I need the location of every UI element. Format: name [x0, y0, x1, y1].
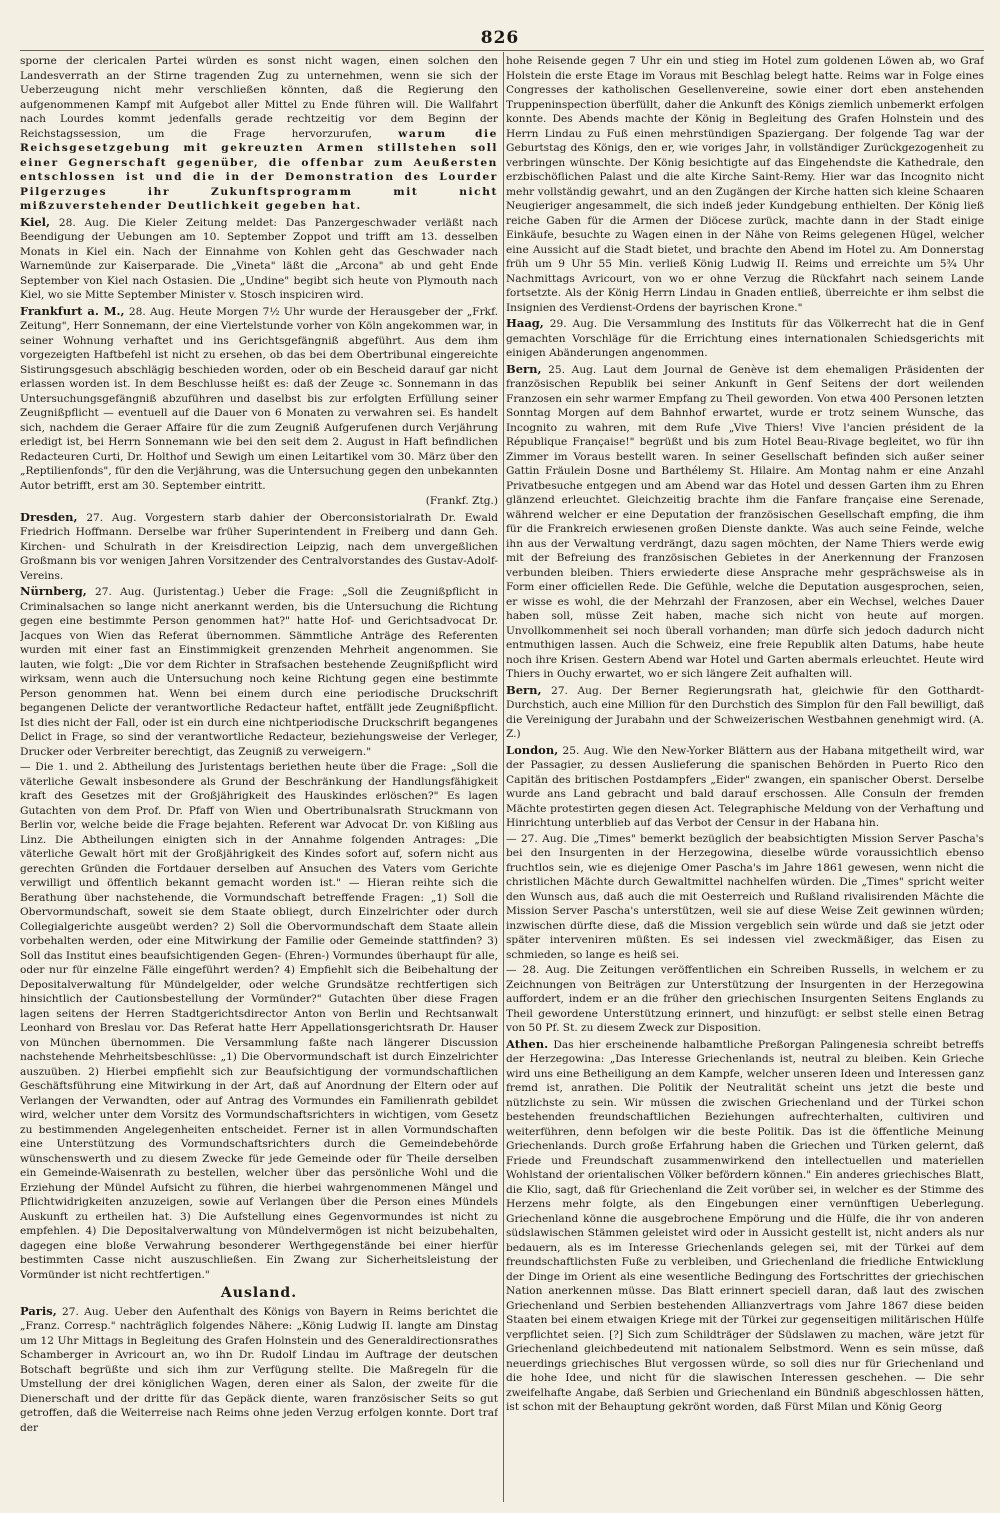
article-london: [506, 743, 984, 831]
article-frankfurt: [20, 304, 498, 494]
header-rule: [20, 50, 984, 51]
dateline-london: London,: [506, 742, 559, 757]
column-rule: [503, 52, 504, 1502]
text: 27. Aug. Ueber den Aufenthalt des Königs von Bayern in Reims berichtet die „Franz. Corresp." nachträglich folgendes Nähere: „König Ludwig II. langte am Dinstag um 12 Uhr Mittags in Begleitung des Grafen Holnstein und des Generaldirectionsrathes Schamberger in Avricourt an, wo ihn Dr. Rudolf Lindau im Auftrage der deutschen Botschaft begrüßte und sich ihm zur Verfügung stellte. Die Maßregeln für die Umstellung der drei königlichen Wagen, deren einer als Salon, der zweite für die Dienerschaft und der dritte für das Gepäck diente, waren französischer Seits so gut getroffen, daß die Weiterreise nach Reims ohne jeden Verzug erfolgen konnte. Dort traf der: [20, 1305, 498, 1434]
article-london-3: — 28. Aug. Die Zeitungen veröffentlichen ein Schreiben Russells, in welchem er zu Zeichnungen von Beiträgen zur Unterstützung der Insurgenten in der Herzegowina auffordert, indem er an die früher den griechischen Insurgenten Seitens Englands zu Theil gewordene Unterstützung erinnert, und hinzufügt: er selbst stelle einen Betrag von 50 Pf. St. zu diesem Zweck zur Disposition.: [506, 964, 984, 1034]
paragraph-lourdes: [20, 54, 498, 214]
dateline-kiel: Kiel,: [20, 214, 51, 229]
text: 25. Aug. Wie den New-Yorker Blättern aus der Habana mitgetheilt wird, war der Passagier, zu dessen Auslieferung die spanischen Behörden in Puerto Rico den Capitän des britischen Postdampfers „Eider" zwangen, ein spanischer Oberst. Derselbe wurde ans Land gebracht und bald darauf erschossen. Alle Consuln der fremden Mächte protestirten gegen diesen Act. Telegraphische Meldung von der Verhaftung und Hinrichtung unterblieb auf das Verbot der Censur in der Habana hin.: [506, 744, 984, 829]
article-bern-2: [506, 683, 984, 742]
article-bern: [506, 362, 984, 682]
text: Das hier erscheinende halbamtliche Preßorgan Palingenesia schreibt betreffs der Herzegowina: „Das Interesse Griechenlands ist, neutral zu bleiben. Kein Grieche wird uns eine Betheiligung an dem Kampfe, welcher unseren Ideen und Interessen ganz fremd ist, anrathen. Die Politik der Neutralität scheint uns jetzt die beste und nützlichste zu sein. Wir müssen die zwischen Griechenland und der Türkei schon bestehenden freundschaftlichen Beziehungen aufrechterhalten, cultiviren und weiterführen, denn befolgen wir die beste Politik. Das ist die öffentliche Meinung Griechenlands. Durch große Erfahrung haben die Griechen und Türken gelernt, daß Friede und Freundschaft zusammenwirkend den intellectuellen und materiellen Wohlstand der orientalischen Völker befördern können." Ein anderes griechisches Blatt, die Klio, sagt, daß für Griechenland die Zeit vorüber sei, in welcher es der Stimme des Herzens mehr folgte, als den Eingebungen einer vernünftigen Ueberlegung. Griechenland könne die ausgebrochene Empörung und die Hülfe, die ihr von anderen südslawischen Stämmen geleistet wird oder in Aussicht gestellt ist, nicht anders als nur bedauern, als es im Interesse Griechenlands gelegen sei, mit der Türkei auf dem freundschaftlichsten Fuße zu verbleiben, und Griechenland die friedliche Entwicklung der Dinge im Orient als eine wesentliche Bedingung des Fortschrittes der griechischen Nation anerkennen müsse. Das Blatt erinnert speciell daran, daß laut des zwischen Griechenland und Serbien bestehenden Allianzvertrags vom Jahre 1867 diese beiden Staaten bei einem etwaigen Kriege mit der Türkei zur gegenseitigen militärischen Hülfe verpflichtet seien. [?] Sich zum Schildträger der Südslawen zu machen, wäre jetzt für Griechenland gleichbedeutend mit nationalem Selbstmord. Wenn es sein müsse, daß neuerdings griechisches Blut vergossen würde, so soll dies nur für Griechenland und die hohe Idee, und nicht für die slawischen Interessen geschehen. — Die sehr zweifelhafte Angabe, daß Serbien und Griechenland ein Bündniß abgeschlossen hätten, ist schon mit der Behauptung gekrönt worden, daß Fürst Milan und König Georg: [506, 1038, 984, 1413]
text: 28. Aug. Heute Morgen 7½ Uhr wurde der Herausgeber der „Frkf. Zeitung", Herr Sonnemann, der eine Viertelstunde vorher von Köln angekommen war, in seiner Wohnung verhaftet und ins Gerichtsgefängniß abgeführt. Aus dem ihm vorgezeigten Haftbefehl ist nicht zu ersehen, ob das bei dem Obertribunal eingereichte Sistirungsgesuch abschlägig beschieden worden, oder ob ein Bescheid darauf gar nicht erlassen worden ist. In dem Beschlusse heißt es: daß der Zeuge ꝛc. Sonnemann in das Untersuchungsgefängniß abzuführen und daselbst bis zur erfolgten Erfüllung seiner Zeugnißpflicht — eventuell auf die Dauer von 6 Monaten zu verwahren sei. Es handelt sich, nachdem die Geraer Affaire für die zum Zeugniß Aufgerufenen durch Verjährung erledigt ist, bei Herrn Sonnemann wie bei den seit dem 2. August in Haft befindlichen Redacteuren Curti, Dr. Holthof und Sewigh um einen Leitartikel vom 30. März über den „Reptilienfonds", für den die Verjährung, was die Untersuchung gegen den unbekannten Autor betrifft, erst am 30. September eintritt.: [20, 305, 498, 492]
dateline-haag: Haag,: [506, 316, 544, 330]
text: 27. Aug. Der Berner Regierungsrath hat, gleichwie für den Gotthardt-Durchstich, auch eine Million für den Durchstich des Simplon für den Fall bewilligt, daß die Vereinigung der Jurabahn und der Schweizerischen Westbahnen genehmigt wird. (A. Z.): [506, 684, 984, 740]
text: 27. Aug. Vorgestern starb dahier der Oberconsistorialrath Dr. Ewald Friedrich Hoffmann. Derselbe war früher Superintendent in Freiberg und dann Geh. Kirchen- und Schulrath in der Kreisdirection Leipzig, nach dem unvergeßlichen Großmann bis vor wenigen Jahren Vorsitzender des Centralvorstandes des Gustav-Adolf-Vereins.: [20, 511, 498, 582]
text: 29. Aug. Die Versammlung des Instituts für das Völkerrecht hat die in Genf gemachten Vorschläge für die Errichtung eines internationalen Schiedsgerichts mit einigen Abänderungen angenommen.: [506, 318, 984, 359]
dateline-paris: Paris,: [20, 1303, 57, 1318]
article-haag: [506, 316, 984, 361]
right-column: [506, 54, 984, 1502]
dateline-bern: Bern,: [506, 361, 542, 376]
left-column: [20, 54, 498, 1502]
dateline-frankfurt: Frankfurt a. M.,: [20, 303, 125, 318]
text: sporne der clericalen Partei würden es sonst nicht wagen, einen solchen den Landesverrath an der Stirne tragenden Zug zu unternehmen, wenn sie sich der Ueberzeugung nicht mehr verschließen könnten, daß die Regierung den aufgenommenen Kampf mit Aufgebot aller Mittel zu Ende führen will. Die Wallfahrt nach Lourdes kommt jedenfalls gerade rechtzeitig vor dem Beginn der Reichstagssession, um die Frage hervorzurufen,: [20, 55, 498, 140]
article-nuernberg: [20, 584, 498, 759]
source-frankfurt: (Frankf. Ztg.): [425, 495, 498, 507]
dateline-nuernberg: Nürnberg,: [20, 584, 87, 598]
text: 27. Aug. (Juristentag.) Ueber die Frage: „Soll die Zeugnißpflicht in Criminalsachen so lange nicht anerkannt werden, bis die Untersuchung die Richtung gegen eine bestimmte Person genommen hat?" hatte Hof- und Gerichtsadvocat Dr. Jacques von Wien das Referat übernommen. Sämmtliche Anträge des Referenten wurden mit einer fast an Einstimmigkeit grenzenden Mehrheit angenommen. Sie lauten, wie folgt: „Die vor dem Richter in Strafsachen bestehende Zeugnißpflicht wird wirksam, wenn auch die Untersuchung noch keine Richtung gegen eine bestimmte Person genommen hat. Wenn bei einem durch eine periodische Druckschrift begangenen Delicte der verantwortliche Redacteur haftet, entfällt jede Zeugnißpflicht. Ist dies nicht der Fall, oder ist ein durch eine nichtperiodische Druckschrift begangenes Delict in Frage, so sind der verantwortliche Redacteur, beziehungsweise der Verleger, Drucker oder Verbreiter berechtigt, das Zeugniß zu verweigern.": [20, 586, 498, 758]
article-athen: [506, 1037, 984, 1415]
article-paris: [20, 1304, 498, 1436]
article-london-2: — 27. Aug. Die „Times" bemerkt bezüglich der beabsichtigten Mission Server Pascha's bei den Insurgenten in der Herzegowina, dieselbe würde voraussichtlich ebenso fruchtlos sein, wie es diejenige Omer Pascha's im Jahre 1861 gewesen, wenn nicht die christlichen Mächte durch Gewaltmittel nachhelfen würden. Die „Times" spricht weiter den Wunsch aus, daß auch die mit Oesterreich und Rußland rivalisirenden Mächte die Mission Server Pascha's unterstützen, weil sie auf diese Weise Zeit gewinnen würden; inzwischen dürfte diese, daß die Mission vergeblich sein würde und daß sie jetzt oder später interveniren müßten. Es sei indessen viel zweckmäßiger, das Eisen zu schmieden, so lange es heiß sei.: [506, 832, 984, 961]
dateline-dresden: Dresden,: [20, 509, 78, 524]
section-heading-ausland: Ausland.: [220, 1285, 298, 1301]
page-number: 826: [480, 28, 520, 48]
dateline-bern-2: Bern,: [506, 682, 542, 697]
article-dresden: [20, 510, 498, 584]
text: 25. Aug. Laut dem Journal de Genève ist dem ehemaligen Präsidenten der französischen Republik bei seiner Ankunft in Genf Seitens der dort weilenden Franzosen ein sehr warmer Empfang zu Theil geworden. Von etwa 400 Personen letzten Sonntag Morgen auf dem Bahnhof erwartet, wurde er trotz seinem Wunsche, das Incognito zu wahren, mit dem Rufe „Vive Thiers! Vive l'ancien président de la République Française!" begrüßt und bis zum Hotel Beau-Rivage begleitet, wo für ihn Zimmer im Voraus bestellt waren. In seiner Gesellschaft befinden sich außer seiner Gattin Fräulein Dosne und Barthélemy St. Hilaire. Am Montag nahm er eine Anzahl Privatbesuche entgegen und am Abend war das Hotel und dessen Garten ihm zu Ehren glänzend erleuchtet. Gleichzeitig brachte ihm die Fanfare française eine Serenade, während welcher er eine Deputation der französischen Gesellschaft empfing, die ihm für die Frankreich erwiesenen großen Dienste dankte. Was auch seine Feinde, welche ihn aus der Verwaltung verdrängt, dazu sagen möchten, der Name Thiers werde ewig mit der Befreiung des französischen Gebietes in der Anerkennung der Franzosen verbunden bleiben. Thiers erwiederte diese Ansprache mehr gesprächsweise als in Form einer officiellen Rede. Die Gefühle, welche die Deputation ausgesprochen, seien, er wisse es wohl, die der Mehrzahl der Franzosen, aber ein Wechsel, welches Dauer haben soll, müsse Zeit haben, mache sich nicht von heute auf morgen. Unvollkommenheit sei noch überall vorhanden; man dürfe sich jedoch dadurch nicht entmuthigen lassen. Auch die Schweiz, eine freie Republik alten Datums, habe heute noch ihre Krisen. Gestern Abend war Hotel und Garten abermals erleuchtet. Heute wird Thiers in Ouchy erwartet, wo er sich längere Zeit aufhalten will.: [506, 363, 984, 680]
article-paris-continued: hohe Reisende gegen 7 Uhr ein und stieg im Hotel zum goldenen Löwen ab, wo Graf Holstein die erste Etage im Voraus mit Beschlag belegt hatte. Reims war in Folge eines Congresses der katholischen Gesellenvereine, sowie einer dort eben anstehenden Truppeninspection überfüllt, daher die Ankunft des Königs ziemlich unbemerkt erfolgen konnte. Des Abends machte der König in Begleitung des Grafen Holnstein und des Herrn Lindau zu Fuß einen mehrstündigen Spaziergang. Der folgende Tag war der Geburtstag des Königs, den er, wie voriges Jahr, in vollständiger Zurückgezogenheit zu verbringen wünschte. Der König besichtigte auf das Eingehendste die Kathedrale, den erzbischöflichen Palast und die alte Kirche Saint-Remy. Hier war das Incognito nicht mehr vollständig gewahrt, und an den Zugängen der Kirche hatten sich kleine Schaaren Neugieriger angesammelt, die sich indeß jeder Kundgebung enthielten. Der König ließ reiche Gaben für die Armen der Diöcese zurück, machte dann in der Stadt einige Einkäufe, besuchte zu Wagen einen in der Nähe von Reims gelegenen Hügel, welcher eine Aussicht auf die Stadt bietet, und brachte den Abend im Hotel zu. Am Donnerstag früh um 9 Uhr 55 Min. verließ König Ludwig II. Reims und erreichte um 5¾ Uhr Nachmittags Avricourt, von wo er ohne Verzug die Rückfahrt nach seinem Lande fortsetzte. Als der König Herrn Lindau in Gnaden entließ, überreichte er ihm selbst die Insignien des Verdienst-Ordens der bayrischen Krone.": [506, 55, 984, 314]
article-kiel: [20, 215, 498, 303]
article-nuernberg-2: — Die 1. und 2. Abtheilung des Juristentags beriethen heute über die Frage: „Soll die väterliche Gewalt insbesondere als Grund der Beschränkung der Handlungsfähigkeit kraft des Gesetzes mit der Großjährigkeit des Hauskindes erlöschen?" Es lagen Gutachten von dem Prof. Dr. Pfaff von Wien und Obertribunalsrath Struckmann von Berlin vor, welche beide die Frage bejahten. Referent war Advocat Dr. von Kißling aus Linz. Die Abtheilungen einigten sich in der Annahme folgenden Antrages: „Die väterliche Gewalt hört mit der Großjährigkeit des Kindes sofort auf, sofern nicht aus gerechten Gründen die Fortdauer derselben auf Ansuchen des Vaters vom Gerichte verwilligt und öffentlich bekannt gemacht worden ist." — Hieran reihte sich die Berathung über nachstehende, die Vormundschaft betreffende Fragen: „1) Soll die Obervormundschaft, soweit sie dem Staate obliegt, durch Einzelrichter oder durch Collegialgerichte ausgeübt werden? 2) Soll die Obervormundschaft dem Staate allein vorbehalten werden, oder eine Mitwirkung der Familie oder Gemeinde stattfinden? 3) Soll das Institut eines beaufsichtigenden Gegen- (Ehren-) Vormundes überhaupt für alle, oder nur für einzelne Fälle eingeführt werden? 4) Empfiehlt sich die Beibehaltung der Depositalverwaltung für Mündelgelder, oder welche Grundsätze rechtfertigen sich hinsichtlich der Cautionsbestellung der Vormünder?" Gutachten über diese Fragen lagen seitens der Herren Stadtgerichtsdirector Anton von Berlin und Rechtsanwalt Leonhard von Breslau vor. Das Referat hatte Herr Appellationsgerichtsrath Dr. Hauser von München übernommen. Die Versammlung faßte nach längerer Discussion nachstehende Mehrheitsbeschlüsse: „1) Die Obervormundschaft ist durch Einzelrichter auszuüben. 2) Hierbei empfiehlt sich zur Beaufsichtigung der vormundschaftlichen Geschäftsführung eine Mitwirkung in der Art, daß auf Anordnung der Eltern oder auf Verlangen der Verwandten, oder auf Antrag des Vormundes ein Familienrath gebildet wird, welcher unter dem Vorsitz des Vormundschaftsrichters in wichtigen, vom Gesetz zu bestimmenden Angelegenheiten entscheidet. Ferner ist in allen Vormundschaften eine Unterstützung des Vormundschaftsrichters durch die Gemeindebehörde wünschenswerth und zu diesem Zwecke für jede Gemeinde oder für Theile derselben ein Gemeinde-Waisenrath zu bestellen, welcher über das persönliche Wohl und die Erziehung der Mündel Aufsicht zu führen, die hierbei wahrgenommenen Mängel und Pflichtwidrigkeiten anzuzeigen, sowie auf Verlangen über die Person eines Mündels Auskunft zu ertheilen hat. 3) Die Aufstellung eines Gegenvormundes ist nicht zu empfehlen. 4) Die Depositalverwaltung von Mündelvermögen ist nicht beizubehalten, dagegen eine bloße Verwahrung besonderer Werthgegenstände bei einer hierfür bestimmten Casse nicht auszuschließen. Ein Zwang zur Sicherheitsleistung der Vormünder ist nicht rechtfertigen.": [20, 761, 498, 1281]
text-spaced: warum die Reichsgesetzgebung mit gekreuzten Armen stillstehen soll einer Gegnerschaft gegenüber, die offenbar zum Aeußersten entschlossen ist und die in der Demonstration des Lourder Pilgerzuges ihr Zukunftsprogramm mit nicht mißzuverstehender Deutlichkeit gegeben hat.: [20, 127, 498, 212]
text: 28. Aug. Die Kieler Zeitung meldet: Das Panzergeschwader verläßt nach Beendigung der Uebungen am 10. September Zoppot und trifft am 13. desselben Monats in Kiel ein. Nach der Einnahme von Kohlen geht das Geschwader nach Warnemünde zur Kaiserparade. Die „Vineta" läßt die „Arcona" ab und geht Ende September von Kiel nach Ostasien. Die „Undine" begibt sich heute von Plymouth nach Kiel, wo sie Mitte September Minister v. Stosch inspiciren wird.: [20, 216, 498, 301]
dateline-athen: Athen.: [506, 1036, 549, 1051]
